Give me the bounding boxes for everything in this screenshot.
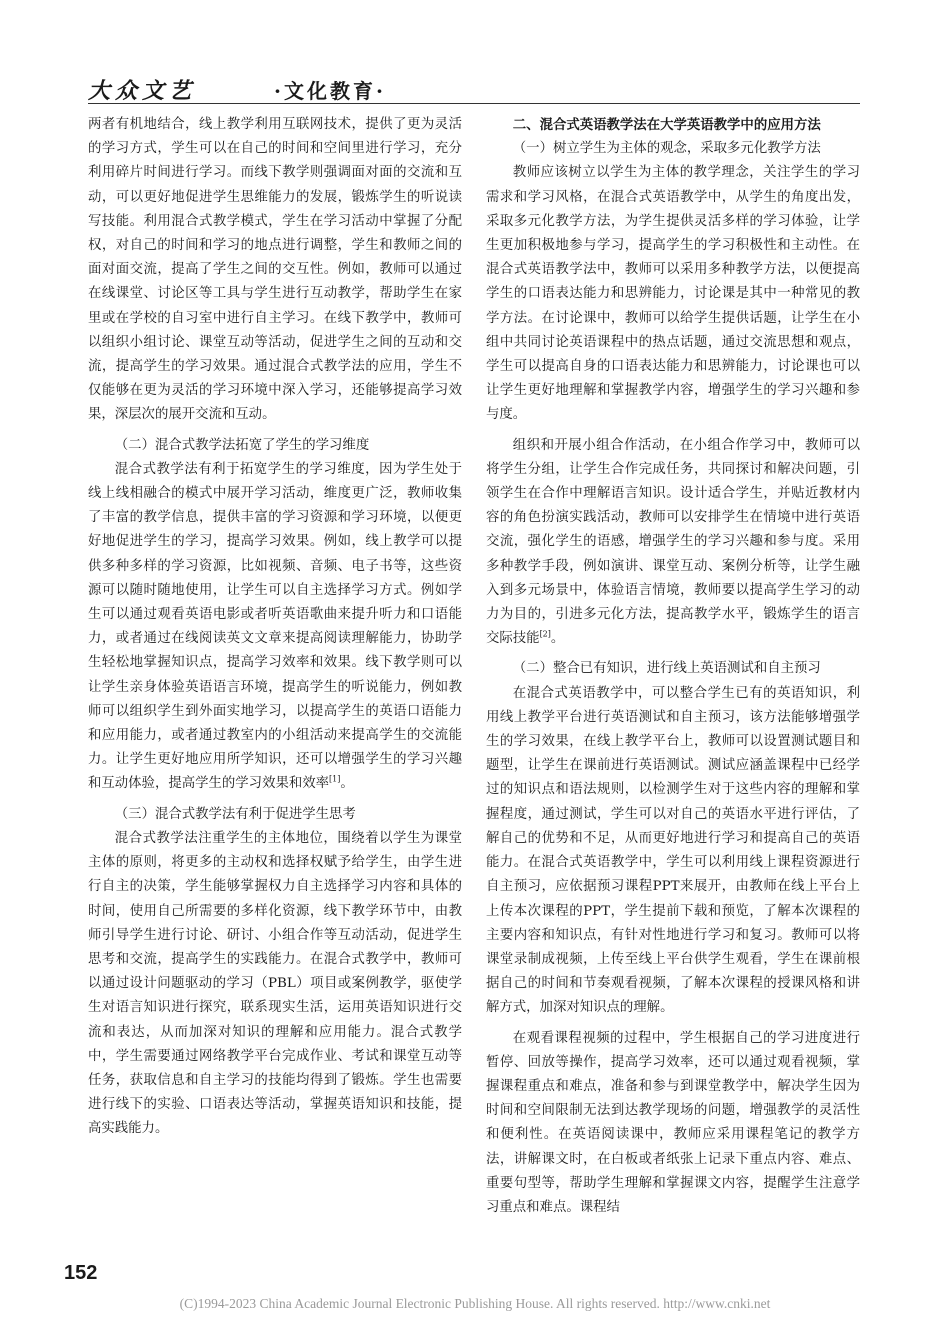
paragraph-end: 。 <box>340 776 354 792</box>
section-label: ·文化教育· <box>274 79 386 103</box>
paragraph-end: 。 <box>550 631 565 647</box>
copyright-footer: (C)1994-2023 China Academic Journal Electronic Publishing House. All rights reserved. http://www.cnki.net <box>179 1296 771 1311</box>
paragraph-text: 混合式教学法有利于拓宽学生的学习维度，因为学生处于线上线相融合的模式中展开学习活动，维度更广泛，教师收集了丰富的教学信息，提供丰富的学习资源和学习环境，以便更好地促进学生的学习，提高学习效果。例如，线上教学可以提供多种多样的学习资源，比如视频、音频、电子书等，这些资源可以随时随地使用，让学生可以自主选择学习方式。例如学生可以通过观看英语电影或者听英语歌曲来提升听力和口语能力，或者通过在线阅读英文文章来提高阅读理解能力，协助学生轻松地掌握知识点，提高学习效率和效果。线下教学则可以让学生亲身体验英语语言环境，提高学生的听说能力，例如教师可以组织学生到外面实地学习，以提高学生的英语口语能力和应用能力，或者通过教室内的小组活动来提高学生的交流能力。让学生更好地应用所学知识，还可以增强学生的学习兴趣和互动体验，提高学生的学习效果和效率 <box>88 461 462 792</box>
subsection-heading: （一）树立学生为主体的观念，采取多元化教学方法 <box>512 141 821 157</box>
subsection-heading: （二）混合式教学法拓宽了学生的学习维度 <box>114 437 370 453</box>
paragraph <box>88 458 462 797</box>
right-column <box>486 113 860 1226</box>
paragraph: 两者有机地结合，线上教学利用互联网技术，提供了更为灵活的学习方式，学生可以在自己的时间和空间里进行学习，充分利用碎片时间进行学习。而线下教学则强调面对面的交流和互动，可以更好地促进学生思维能力的发展，锻炼学生的听说读写技能。利用混合式教学模式，学生在学习活动中掌握了分配权，对自己的时间和学习的地点进行调整，学生和教师之间的面对面交流，提高了学生之间的交互性。例如，教师可以通过在线课堂、讨论区等工具与学生进行互动教学，帮助学生在家里或在学校的自习室中进行自主学习。在线下教学中，教师可以组织小组讨论、课堂互动等活动，促进学生之间的互动和交流，提高学生的学习效果。通过混合式教学法的应用，学生不仅能够在更为灵活的学习环境中深入学习，还能够提高学习效果，深层次的展开交流和互动。 <box>88 117 462 423</box>
subsection-heading: （二）整合已有知识，进行线上英语测试和自主预习 <box>512 661 821 677</box>
header-rule <box>88 103 860 104</box>
paragraph-text: 组织和开展小组合作活动，在小组合作学习中，教师可以将学生分组，让学生合作完成任务，共同探讨和解决问题，引领学生在合作中理解语言知识。设计适合学生，并贴近教材内容的角色扮演实践活动，教师可以安排学生在情境中进行英语交流，强化学生的语感，增强学生的学习兴趣和参与度。采用多种教学手段，例如演讲、课堂互动、案例分析等，让学生融入到多元场景中，体验语言情境，教师要以提高学生学习的动力为目的，引进多元化方法，提高教学水平，锻炼学生的语言交际技能 <box>486 437 860 647</box>
left-column <box>88 113 462 1148</box>
section-heading: 二、混合式英语教学法在大学英语教学中的应用方法 <box>512 117 821 133</box>
paragraph: 混合式教学法注重学生的主体地位，围绕着以学生为课堂主体的原则，将更多的主动权和选择权赋予给学生，由学生进行自主的决策，学生能够掌握权力自主选择学习内容和具体的时间，使用自己所需要的多样化资源，线下教学环节中，由教师引导学生进行讨论、研讨、小组合作等互动活动，促进学生思考和交流，提高学生的实践能力。在混合式教学中，教师可以通过设计问题驱动的学习（PBL）项目或案例教学，驱使学生对语言知识进行探究，联系现实生活，运用英语知识进行交流和表达，从而加深对知识的理解和应用能力。混合式教学中，学生需要通过网络教学平台完成作业、考试和课堂互动等任务，获取信息和自主学习的技能均得到了锻炼。学生也需要进行线下的实验、口语表达等活动，掌握英语知识和技能，提高实践能力。 <box>88 830 462 1137</box>
subsection-heading: （三）混合式教学法有利于促进学生思考 <box>114 806 356 822</box>
page-number: 152 <box>64 1262 98 1284</box>
running-header <box>88 74 868 104</box>
paragraph: 教师应该树立以学生为主体的教学理念，关注学生的学习需求和学习风格，在混合式英语教学中，从学生的角度出发，采取多元化教学方法，为学生提供灵活多样的学习体验，让学生更加积极地参与学习，提高学生的学习积极性和主动性。在混合式英语教学法中，教师可以采用多种教学方法，以便提高学生的口语表达能力和思辨能力，讨论课是其中一种常见的教学方法。在讨论课中，教师可以给学生提供话题，让学生在小组中共同讨论英语课程中的热点话题，通过交流思想和观点，学生可以提高自身的口语表达能力和思辨能力，讨论课也可以让学生更好地理解和掌握教学内容，增强学生的学习兴趣和参与度。 <box>486 165 860 423</box>
paragraph: 在观看课程视频的过程中，学生根据自己的学习进度进行暂停、回放等操作，提高学习效率，还可以通过观看视频，掌握课程重点和难点，准备和参与到课堂教学中，解决学生因为时间和空间限制无法到达教学现场的问题，增强教学的灵活性和便利性。在英语阅读课中，教师应采用课程笔记的教学方法，讲解课文时，在白板或者纸张上记录下重点内容、难点、重要句型等，帮助学生理解和掌握课文内容，提醒学生注意学习重点和难点。课程结 <box>486 1030 860 1215</box>
paragraph <box>486 434 860 652</box>
journal-name: 大众文艺 <box>88 78 197 104</box>
citation: [2] <box>539 629 551 639</box>
paragraph: 在混合式英语教学中，可以整合学生已有的英语知识，利用线上教学平台进行英语测试和自主预习，该方法能够增强学生的学习效果，在线上教学平台上，教师可以设置测试题目和题型，让学生在课前进行英语测试。测试应涵盖课程中已经学过的知识点和语法规则，以检测学生对于这些内容的理解和掌握程度，通过测试，学生可以对自己的英语水平进行评估，了解自己的优势和不足，从而更好地进行学习和提高自己的英语能力。在混合式英语教学中，学生可以利用线上课程资源进行自主预习，应依据预习课程PPT来展开，由教师在线上平台上上传本次课程的PPT，学生提前下载和预览，了解本次课程的主要内容和知识点，有针对性地进行学习和复习。教师可以将课堂录制成视频，上传至线上平台供学生观看，学生在课前根据自己的时间和节奏观看视频，了解本次课程的授课风格和讲解方式，加深对知识点的理解。 <box>486 685 860 1016</box>
citation: [1] <box>329 775 341 785</box>
